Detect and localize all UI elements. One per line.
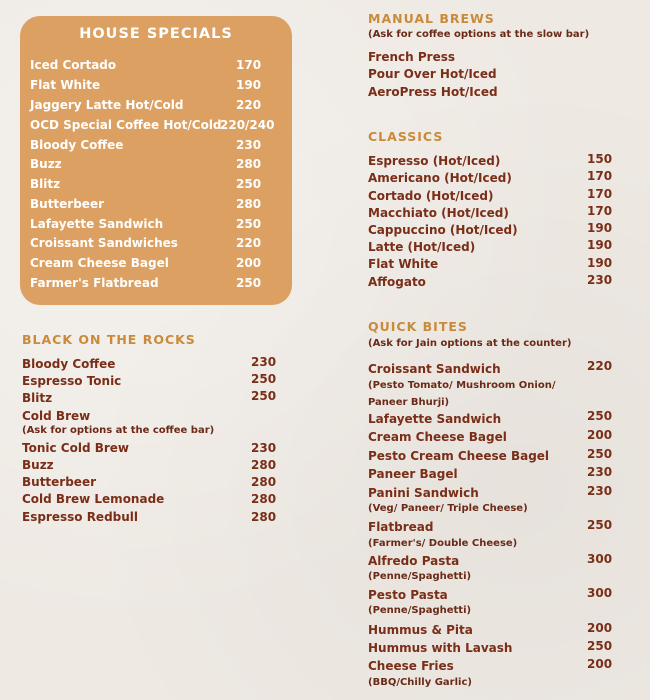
item-name: Latte (Hot/Iced) xyxy=(368,240,476,254)
item-price: 190 xyxy=(587,238,613,252)
item-price: 170 xyxy=(236,58,262,72)
item-price: 230 xyxy=(251,441,277,455)
item-name: Butterbeer xyxy=(22,475,97,489)
house-specials-title: HOUSE SPECIALS xyxy=(79,26,233,42)
item-price: 250 xyxy=(236,217,262,231)
item-name: Espresso (Hot/Iced) xyxy=(368,154,501,168)
item-name: Cappuccino (Hot/Iced) xyxy=(368,223,518,237)
item-name: Cream Cheese Bagel xyxy=(368,430,507,444)
item-name: Paneer Bagel xyxy=(368,467,458,481)
item-name: Cold Brew xyxy=(22,409,91,423)
item-price: 170 xyxy=(587,204,613,218)
item-price: 230 xyxy=(587,465,613,479)
item-name: Panini Sandwich xyxy=(368,486,479,500)
item-price: 280 xyxy=(251,475,277,489)
manual-brews-note: (Ask for coffee options at the slow bar) xyxy=(368,29,590,40)
classics-title: CLASSICS xyxy=(368,129,444,144)
item-name: Pesto Cream Cheese Bagel xyxy=(368,449,550,463)
item-name: Cream Cheese Bagel xyxy=(30,256,169,270)
item-options: (BBQ/Chilly Garlic) xyxy=(368,677,472,688)
item-name: Pour Over Hot/Iced xyxy=(368,67,497,81)
item-price: 220 xyxy=(587,359,613,373)
item-price: 250 xyxy=(236,177,262,191)
item-name: Tonic Cold Brew xyxy=(22,441,130,455)
item-name: Hummus with Lavash xyxy=(368,641,513,655)
item-price: 280 xyxy=(236,197,262,211)
item-price: 250 xyxy=(251,372,277,386)
item-name: Croissant Sandwiches xyxy=(30,236,178,250)
item-name: Lafayette Sandwich xyxy=(368,412,502,426)
item-price: 220/240 xyxy=(220,118,275,132)
item-name: Butterbeer xyxy=(30,197,105,211)
item-options: (Farmer's/ Double Cheese) xyxy=(368,538,518,549)
cold-brew-note: (Ask for options at the coffee bar) xyxy=(22,425,215,436)
black-on-the-rocks-title: BLACK ON THE ROCKS xyxy=(22,332,196,347)
item-name: Americano (Hot/Iced) xyxy=(368,171,512,185)
item-price: 230 xyxy=(236,138,262,152)
item-options: (Penne/Spaghetti) xyxy=(368,605,472,616)
item-price: 170 xyxy=(587,169,613,183)
item-name: Blitz xyxy=(22,391,53,405)
item-price: 230 xyxy=(587,484,613,498)
item-price: 280 xyxy=(251,458,277,472)
item-price: 220 xyxy=(236,236,262,250)
item-name: Iced Cortado xyxy=(30,58,117,72)
manual-brews-title: MANUAL BREWS xyxy=(368,11,495,26)
item-price: 200 xyxy=(587,621,613,635)
item-price: 250 xyxy=(587,447,613,461)
item-options: (Pesto Tomato/ Mushroom Onion/ xyxy=(368,380,556,391)
quick-bites-note: (Ask for Jain options at the counter) xyxy=(368,338,572,349)
item-options: (Veg/ Paneer/ Triple Cheese) xyxy=(368,503,528,514)
item-price: 220 xyxy=(236,98,262,112)
item-price: 190 xyxy=(587,256,613,270)
item-name: French Press xyxy=(368,50,455,64)
item-price: 280 xyxy=(251,510,277,524)
item-price: 250 xyxy=(587,639,613,653)
item-price: 250 xyxy=(236,276,262,290)
item-options: Paneer Bhurji) xyxy=(368,397,450,408)
item-price: 190 xyxy=(587,221,613,235)
item-name: Affogato xyxy=(368,275,426,289)
item-name: Cheese Fries xyxy=(368,659,454,673)
item-options: (Penne/Spaghetti) xyxy=(368,571,472,582)
item-price: 170 xyxy=(587,187,613,201)
item-name: OCD Special Coffee Hot/Cold xyxy=(30,118,222,132)
item-name: Jaggery Latte Hot/Cold xyxy=(30,98,184,112)
item-name: Bloody Coffee xyxy=(22,357,116,371)
item-name: Flat White xyxy=(368,257,439,271)
item-price: 200 xyxy=(236,256,262,270)
item-name: Espresso Tonic xyxy=(22,374,122,388)
item-price: 280 xyxy=(251,492,277,506)
item-price: 300 xyxy=(587,586,613,600)
item-price: 300 xyxy=(587,552,613,566)
item-name: Blitz xyxy=(30,177,61,191)
item-price: 250 xyxy=(587,409,613,423)
item-name: Cortado (Hot/Iced) xyxy=(368,189,494,203)
item-name: Macchiato (Hot/Iced) xyxy=(368,206,509,220)
item-name: Alfredo Pasta xyxy=(368,554,460,568)
item-name: Buzz xyxy=(22,458,54,472)
item-price: 250 xyxy=(587,518,613,532)
item-name: Flatbread xyxy=(368,520,434,534)
item-name: Bloody Coffee xyxy=(30,138,124,152)
item-price: 190 xyxy=(236,78,262,92)
item-name: Flat White xyxy=(30,78,101,92)
item-name: AeroPress Hot/Iced xyxy=(368,85,498,99)
item-price: 250 xyxy=(251,389,277,403)
item-price: 200 xyxy=(587,428,613,442)
item-price: 200 xyxy=(587,657,613,671)
item-price: 230 xyxy=(587,273,613,287)
item-price: 150 xyxy=(587,152,613,166)
item-price: 230 xyxy=(251,355,277,369)
item-name: Hummus & Pita xyxy=(368,623,473,637)
quick-bites-title: QUICK BITES xyxy=(368,319,468,334)
item-name: Buzz xyxy=(30,157,62,171)
item-name: Cold Brew Lemonade xyxy=(22,492,165,506)
item-name: Lafayette Sandwich xyxy=(30,217,164,231)
item-name: Pesto Pasta xyxy=(368,588,448,602)
item-name: Espresso Redbull xyxy=(22,510,139,524)
item-name: Farmer's Flatbread xyxy=(30,276,159,290)
item-price: 280 xyxy=(236,157,262,171)
item-name: Croissant Sandwich xyxy=(368,362,501,376)
